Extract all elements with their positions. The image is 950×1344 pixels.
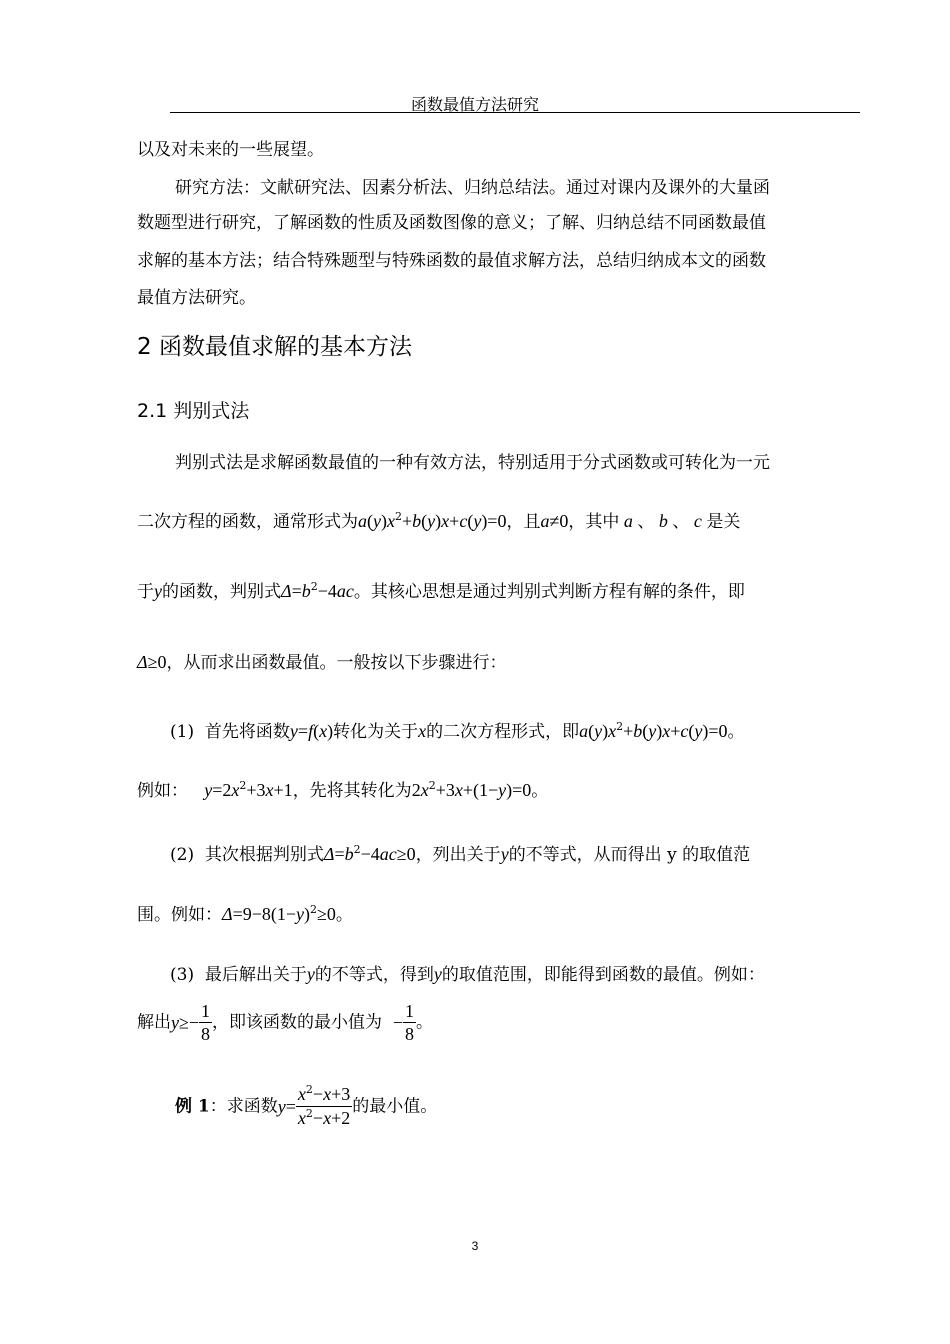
intro-text: 于 [137, 582, 154, 602]
step-text: 。 [531, 781, 549, 801]
step-3-line-2: 解出y≥− $\frac{1}{8}$ ，即该函数的最小值为 − $\frac{1}{8}$ 。 [137, 1001, 433, 1044]
formula-example-function: y [204, 780, 213, 800]
fraction-one-eighth: $\frac{1}{8}$ [405, 1001, 414, 1044]
step-3-line-1 [170, 963, 765, 986]
intro-text: 的函数，判别式 [162, 582, 281, 602]
step-1-example: 例如： $y=2x^2+3x+1$，先将其转化为$2x^2+3x+(1-y)=0$。 [137, 779, 549, 801]
step-2-line-2: 围。例如：$\Delta=9-8(1-y)^2\ge 0$。 [137, 903, 353, 925]
step-number: (2) [170, 845, 195, 865]
formula-y-fx: y [289, 721, 298, 741]
step-text: 。 [416, 1012, 433, 1033]
var-c: c [689, 511, 707, 531]
intro-line-2: 二次方程的函数，通常形式为$a(y)x^2+b(y)x+c(y)=0$，且a≠0，其中 a 、 b 、 c 是关 [137, 510, 741, 532]
formula-delta-nonneg: Δ [137, 652, 148, 672]
example-1: 例 1：求函数y= $\frac{x^2-x+3}{x^2-x+2}$ 的最小值。 [175, 1083, 438, 1128]
intro-text: ，其中 [568, 512, 620, 532]
step-2-line-1: (2) 其次根据判别式$\Delta=b^2-4ac\ge 0$，列出关于y的不等式，从而得出 y 的取值范 [170, 843, 751, 865]
step-text: 最后解出关于 [204, 965, 307, 985]
intro-line-1: 判别式法是求解函数最值的一种有效方法，特别适用于分式函数或可转化为一元 [175, 453, 770, 473]
example-text: ：求函数 [209, 1096, 278, 1117]
formula-y-bound: y [171, 1012, 179, 1033]
intro-text: 、 [672, 512, 690, 532]
page-number: 3 [471, 1239, 479, 1253]
var-y: y [306, 964, 315, 984]
intro-text: 是关 [706, 512, 741, 532]
formula-min-value: − [392, 1012, 403, 1033]
step-text: 。 [335, 905, 353, 925]
var-y: y [154, 581, 162, 601]
step-text: ，列出关于 [415, 845, 501, 865]
methods-line-1: 研究方法：文献研究法、因素分析法、归纳总结法。通过对课内及课外的大量函 [175, 178, 770, 198]
formula-converted-equation: 2 [411, 780, 421, 800]
formula-example-discriminant: Δ [222, 904, 233, 924]
section-heading-2-1: 2.1 判别式法 [137, 400, 250, 422]
formula-discriminant: Δ [281, 581, 292, 601]
step-text: 其次根据判别式 [204, 845, 324, 865]
step-number: (1) [170, 722, 195, 742]
formula-example-1: y [277, 1096, 286, 1117]
var-y: y [500, 844, 509, 864]
intro-line-3: 于y的函数，判别式$\Delta=b^2-4ac$。其核心思想是通过判别式判断方程有解的条件，即 [137, 580, 745, 602]
methods-line-4: 最值方法研究。 [137, 288, 256, 308]
var-x: x [418, 721, 427, 741]
formula-general-form: a [358, 511, 367, 531]
step-text: ，即该函数的最小值为 [212, 1012, 383, 1033]
formula-a-nonzero: a [540, 511, 550, 531]
fraction-rational-function: $\frac{x^2-x+3}{x^2-x+2}$ [297, 1083, 351, 1128]
intro-text: 。其核心思想是通过判别式判断方程有解的条件，即 [353, 582, 745, 602]
step-text: 的二次方程形式，即 [426, 722, 580, 742]
step-text: 。 [727, 722, 745, 742]
example-label: 例 1 [175, 1096, 210, 1117]
intro-text: 、 [637, 512, 655, 532]
section-heading-2: 2 函数最值求解的基本方法 [137, 334, 412, 360]
step-text: 例如： [137, 781, 188, 801]
var-y: y [433, 964, 442, 984]
intro-text: ，从而求出函数最值。一般按以下步骤进行： [166, 653, 507, 673]
methods-line-3: 求解的基本方法；结合特殊题型与特殊函数的最值求解方法，总结归纳成本文的函数 [137, 251, 766, 271]
step-text: 的不等式，得到 [314, 965, 434, 985]
step-1-line-1: (1) 首先将函数y=f(x)转化为关于x的二次方程形式，即$a(y)x^2+b(y)x+c(y)=0$。 [170, 720, 745, 742]
step-text: 的取值范围，即能得到函数的最值。例如： [441, 965, 765, 985]
step-text: ，先将其转化为 [292, 781, 412, 801]
step-text: 围。例如： [137, 905, 222, 925]
intro-text: ，且 [506, 512, 541, 532]
step-text: 首先将函数 [204, 722, 290, 742]
paragraph-continuation: 以及对未来的一些展望。 [137, 140, 324, 160]
header-rule [170, 112, 860, 113]
var-b: b [654, 511, 673, 531]
intro-line-4: Δ≥0，从而求出函数最值。一般按以下步骤进行： [137, 652, 507, 673]
formula-quadratic-form: a [579, 721, 589, 741]
step-text: 转化为关于 [333, 722, 419, 742]
step-number: (3) [170, 965, 195, 985]
var-a: a [619, 511, 638, 531]
step-text: 的不等式，从而得出 y 的取值范 [508, 845, 751, 865]
running-header: 函数最值方法研究 [410, 95, 539, 114]
intro-text: 二次方程的函数，通常形式为 [137, 512, 358, 532]
example-text: 的最小值。 [352, 1096, 438, 1117]
step-text: 解出 [137, 1012, 171, 1033]
formula-discriminant-condition: Δ [323, 844, 335, 864]
fraction-one-eighth: $\frac{1}{8}$ [201, 1001, 211, 1044]
methods-line-2: 数题型进行研究，了解函数的性质及函数图像的意义；了解、归纳总结不同函数最值 [137, 213, 766, 233]
